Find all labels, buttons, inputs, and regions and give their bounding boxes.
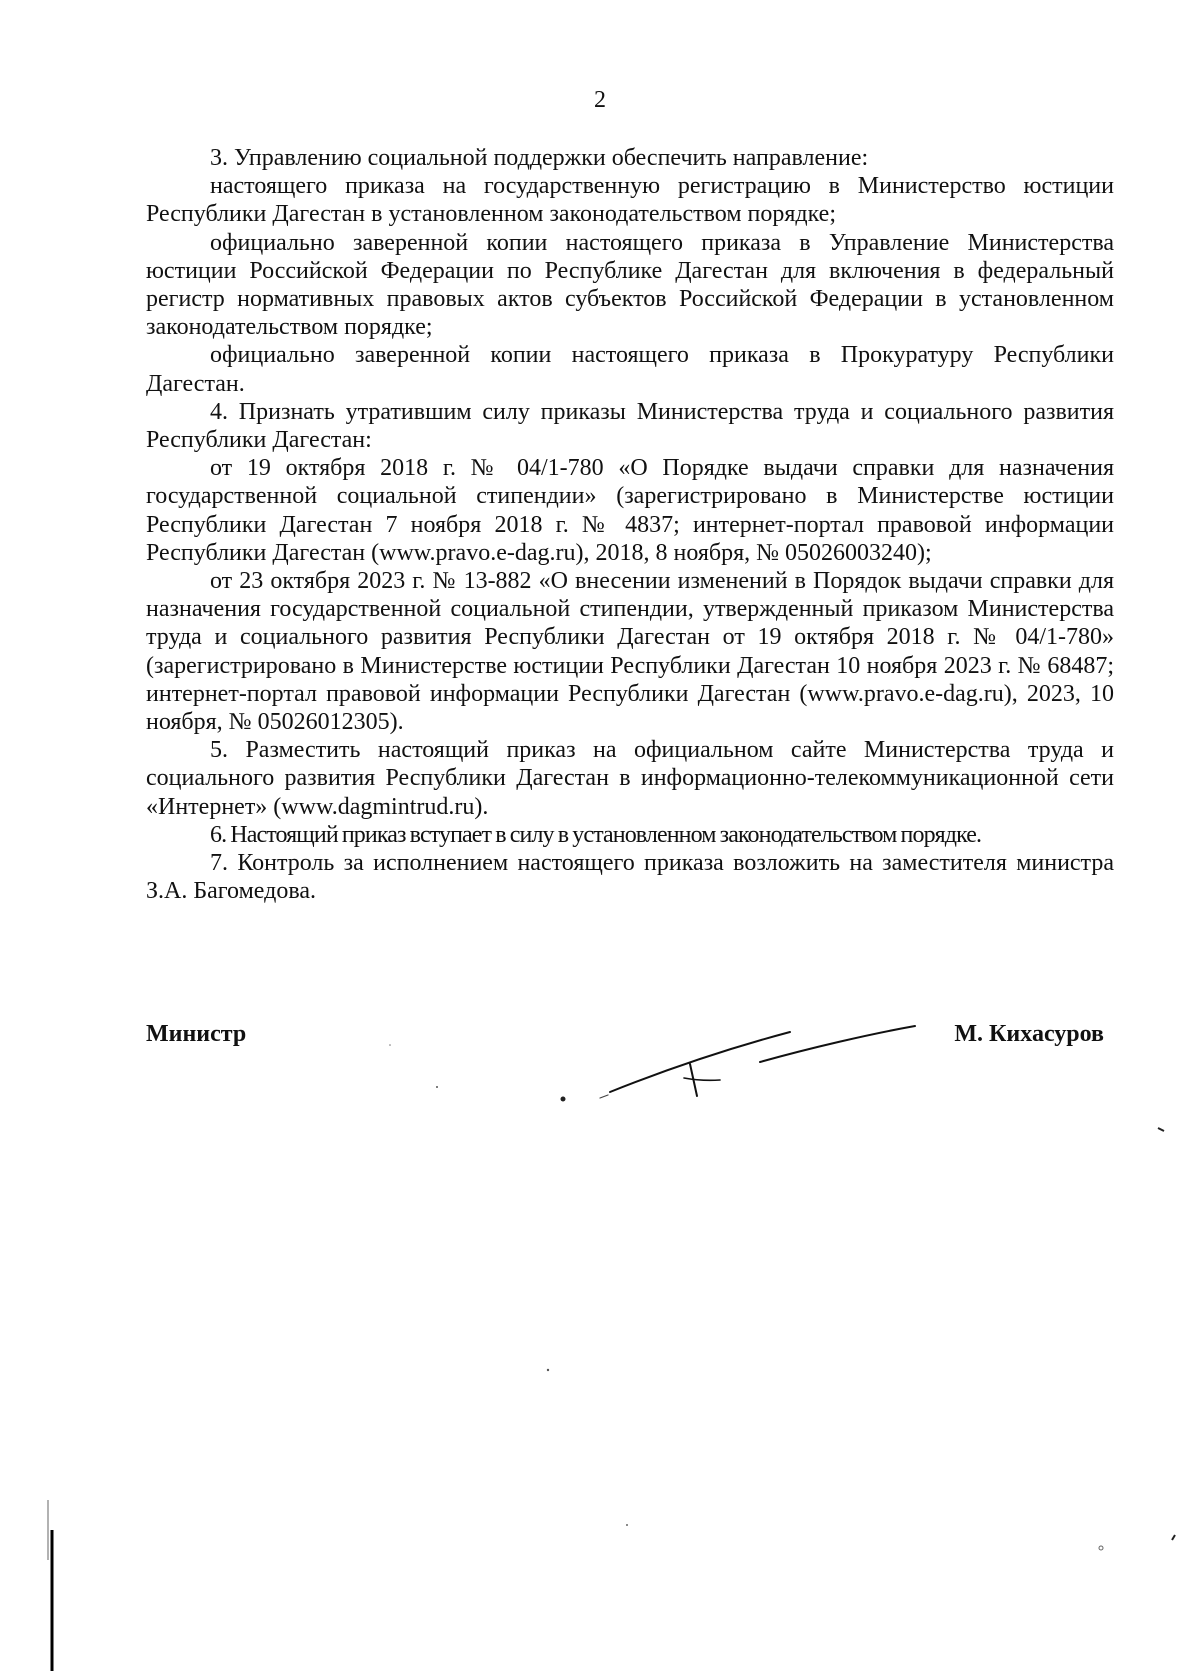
paragraph-3-item-3: официально заверенной копии настоящего приказа в Прокуратуру Республики Дагестан.: [146, 342, 1114, 397]
paragraph-5: 5. Разместить настоящий приказ на официальном сайте Министерства труда и социального развития Республики Дагестан в информационно-телекоммуникационной сети «Интернет» (www.dagmintrud.ru).: [146, 737, 1114, 820]
paragraph-4-item-2: от 23 октября 2023 г. № 13-882 «О внесении изменений в Порядок выдачи справки для назначения государственной социальной стипендии, утвержденный приказом Министерства труда и социального развития Республики Дагестан от 19 октября 2018 г. № 04/1-780» (зарегистрировано в Министерстве юстиции Республики Дагестан 10 ноября 2023 г. № 68487; интернет-портал правовой информации Республики Дагестан (www.pravo.e-dag.ru), 2023, 10 ноября, № 05026012305).: [146, 568, 1114, 736]
paragraph-3-item-2: официально заверенной копии настоящего приказа в Управление Министерства юстиции Российской Федерации по Республике Дагестан для включения в федеральный регистр нормативных правовых актов субъектов Российской Федерации в установленном законодательством порядке;: [146, 229, 1114, 341]
paragraph-4-item-1: от 19 октября 2018 г. № 04/1-780 «О Порядке выдачи справки для назначения государственной социальной стипендии» (зарегистрировано в Министерстве юстиции Республики Дагестан 7 ноября 2018 г. № 4837; интернет-портал правовой информации Республики Дагестан (www.pravo.e-dag.ru), 2018, 8 ноября, № 05026003240);: [146, 455, 1114, 566]
paragraph-3-item-1: настоящего приказа на государственную регистрацию в Министерство юстиции Республики Дагестан в установленном законодательством порядке;: [146, 173, 1114, 228]
signatory-name: М. Кихасуров: [954, 1021, 1104, 1047]
signatory-title: Министр: [146, 1021, 247, 1047]
paragraph-6: 6. Настоящий приказ вступает в силу в установленном законодательством порядке.: [210, 821, 982, 848]
paragraph-7: 7. Контроль за исполнением настоящего приказа возложить на заместителя министра З.А. Багомедова.: [146, 850, 1114, 905]
document-body: [146, 144, 1114, 905]
handwritten-signature: [560, 1010, 930, 1120]
page-number: 2: [594, 87, 606, 113]
paragraph-3: 3. Управлению социальной поддержки обеспечить направление:: [210, 145, 869, 171]
paragraph-4: 4. Признать утратившим силу приказы Министерства труда и социального развития Республики Дагестан:: [146, 398, 1114, 454]
